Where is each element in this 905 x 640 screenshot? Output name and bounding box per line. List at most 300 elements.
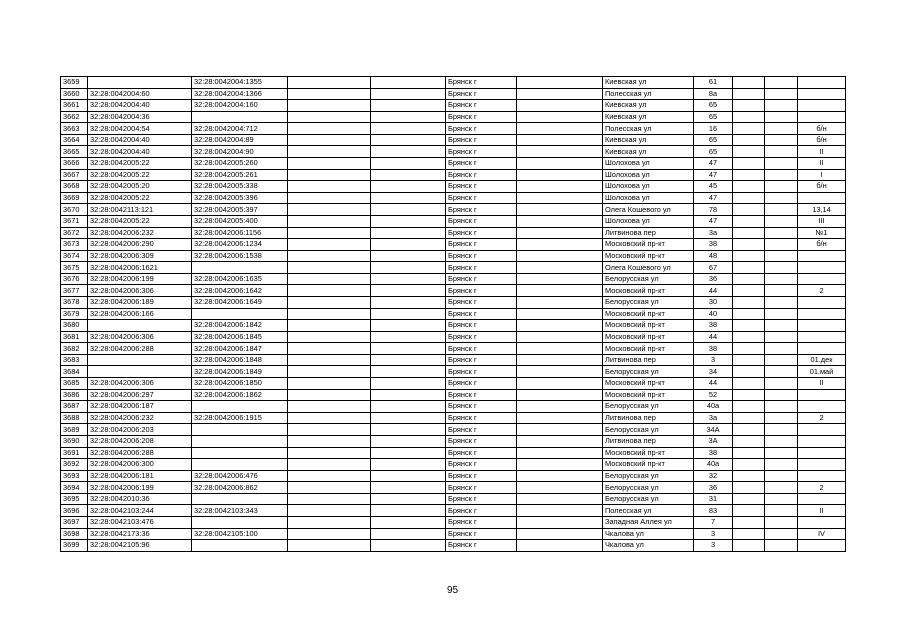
table-row (61, 389, 846, 401)
cell-building-part: 13,14 (798, 204, 846, 216)
cell-col-11 (765, 123, 798, 135)
cell-col-5 (371, 88, 446, 100)
cell-row-number: 3659 (61, 77, 88, 89)
cell-cadastral-number (88, 320, 192, 332)
cell-house-number: 45 (694, 181, 733, 193)
cell-col-5 (371, 493, 446, 505)
cell-house-number: 44 (694, 285, 733, 297)
cell-col-11 (765, 343, 798, 355)
cell-col-7 (517, 412, 603, 424)
cell-row-number: 3673 (61, 239, 88, 251)
cell-house-number: 31 (694, 493, 733, 505)
cell-cadastral-number: 32:28:0042006:232 (88, 412, 192, 424)
cell-street: Московский пр-кт (603, 250, 694, 262)
cell-col-10 (733, 169, 765, 181)
table-row (61, 505, 846, 517)
cell-street: Московский пр-кт (603, 320, 694, 332)
cell-building-cadastral-number (192, 308, 288, 320)
cell-building-part (798, 262, 846, 274)
cell-col-4 (288, 482, 371, 494)
cell-building-part: 2 (798, 412, 846, 424)
cell-city: Брянск г (446, 239, 517, 251)
cell-house-number: 40а (694, 401, 733, 413)
cell-building-cadastral-number: 32:28:0042004:712 (192, 123, 288, 135)
cell-city: Брянск г (446, 169, 517, 181)
cell-building-part (798, 308, 846, 320)
cell-col-7 (517, 239, 603, 251)
cell-building-part: б/н (798, 123, 846, 135)
cell-street: Белорусская ул (603, 273, 694, 285)
cell-street: Литвинова пер (603, 412, 694, 424)
cell-col-4 (288, 123, 371, 135)
cell-city: Брянск г (446, 111, 517, 123)
cell-house-number: 34А (694, 424, 733, 436)
cell-building-cadastral-number (192, 540, 288, 552)
table-row (61, 447, 846, 459)
cell-city: Брянск г (446, 447, 517, 459)
cell-cadastral-number: 32:28:0042006:306 (88, 331, 192, 343)
table-row (61, 366, 846, 378)
cell-col-11 (765, 528, 798, 540)
cell-col-4 (288, 493, 371, 505)
cell-street: Литвинова пер (603, 354, 694, 366)
cell-cadastral-number: 32:28:0042010:36 (88, 493, 192, 505)
cell-street: Литвинова пер (603, 435, 694, 447)
cell-col-7 (517, 227, 603, 239)
cell-cadastral-number: 32:28:0042006:189 (88, 296, 192, 308)
cell-col-4 (288, 540, 371, 552)
cell-street: Литвинова пер (603, 227, 694, 239)
cell-building-part (798, 493, 846, 505)
table-row (61, 181, 846, 193)
cell-house-number: 30 (694, 296, 733, 308)
cell-col-7 (517, 262, 603, 274)
cell-col-5 (371, 331, 446, 343)
cell-col-5 (371, 169, 446, 181)
cell-street: Московский пр-кт (603, 447, 694, 459)
cell-building-part: 2 (798, 482, 846, 494)
cell-col-7 (517, 285, 603, 297)
cell-row-number: 3670 (61, 204, 88, 216)
cell-street: Московский пр-кт (603, 389, 694, 401)
table-row (61, 146, 846, 158)
cell-col-5 (371, 412, 446, 424)
cell-house-number: 44 (694, 378, 733, 390)
cell-house-number: 3а (694, 227, 733, 239)
cell-col-4 (288, 389, 371, 401)
cell-house-number: 48 (694, 250, 733, 262)
cell-col-5 (371, 505, 446, 517)
cell-city: Брянск г (446, 493, 517, 505)
cell-row-number: 3693 (61, 470, 88, 482)
cell-city: Брянск г (446, 100, 517, 112)
cell-row-number: 3688 (61, 412, 88, 424)
cell-col-5 (371, 296, 446, 308)
cell-building-cadastral-number: 32:28:0042006:1649 (192, 296, 288, 308)
cell-building-cadastral-number: 32:28:0042006:1845 (192, 331, 288, 343)
cell-row-number: 3668 (61, 181, 88, 193)
cell-cadastral-number: 32:28:0042006:208 (88, 435, 192, 447)
cell-building-part (798, 111, 846, 123)
cell-building-part: 01.май (798, 366, 846, 378)
cell-cadastral-number: 32:28:0042006:297 (88, 389, 192, 401)
table-row (61, 435, 846, 447)
cell-col-4 (288, 412, 371, 424)
cell-row-number: 3665 (61, 146, 88, 158)
cell-building-cadastral-number: 32:28:0042006:1850 (192, 378, 288, 390)
cell-row-number: 3689 (61, 424, 88, 436)
cell-street: Шолохова ул (603, 169, 694, 181)
cell-cadastral-number: 32:28:0042004:40 (88, 100, 192, 112)
cell-col-5 (371, 262, 446, 274)
cell-col-4 (288, 169, 371, 181)
cell-col-10 (733, 262, 765, 274)
cell-city: Брянск г (446, 331, 517, 343)
cell-col-7 (517, 378, 603, 390)
table-row (61, 528, 846, 540)
cell-street: Белорусская ул (603, 296, 694, 308)
cell-col-11 (765, 250, 798, 262)
cell-col-10 (733, 331, 765, 343)
cell-col-5 (371, 123, 446, 135)
table-row (61, 123, 846, 135)
cell-building-cadastral-number: 32:28:0042005:338 (192, 181, 288, 193)
cell-city: Брянск г (446, 528, 517, 540)
cell-building-cadastral-number: 32:28:0042004:89 (192, 134, 288, 146)
cell-col-4 (288, 134, 371, 146)
cell-col-5 (371, 516, 446, 528)
cell-building-part (798, 401, 846, 413)
table-row (61, 296, 846, 308)
cell-row-number: 3666 (61, 158, 88, 170)
table-row (61, 111, 846, 123)
cell-building-part: б/н (798, 181, 846, 193)
page-number: 95 (446, 585, 459, 596)
cell-building-part (798, 331, 846, 343)
cell-city: Брянск г (446, 192, 517, 204)
cell-col-7 (517, 401, 603, 413)
cell-row-number: 3678 (61, 296, 88, 308)
table-row (61, 250, 846, 262)
table-row (61, 77, 846, 89)
cell-house-number: 3а (694, 412, 733, 424)
cell-col-5 (371, 181, 446, 193)
cell-col-4 (288, 378, 371, 390)
cell-col-11 (765, 100, 798, 112)
cell-building-cadastral-number: 32:28:0042005:397 (192, 204, 288, 216)
cell-col-10 (733, 146, 765, 158)
cell-col-7 (517, 482, 603, 494)
cell-col-10 (733, 308, 765, 320)
cell-row-number: 3660 (61, 88, 88, 100)
cell-col-11 (765, 505, 798, 517)
cell-col-5 (371, 540, 446, 552)
cell-col-4 (288, 158, 371, 170)
cell-col-7 (517, 354, 603, 366)
cell-cadastral-number: 32:28:0042006:199 (88, 482, 192, 494)
cell-col-5 (371, 239, 446, 251)
cell-col-10 (733, 447, 765, 459)
table-row (61, 239, 846, 251)
cell-building-cadastral-number: 32:28:0042006:1915 (192, 412, 288, 424)
cell-col-7 (517, 296, 603, 308)
cell-col-11 (765, 134, 798, 146)
cell-col-7 (517, 540, 603, 552)
cell-street: Чкалова ул (603, 540, 694, 552)
cell-row-number: 3675 (61, 262, 88, 274)
cell-city: Брянск г (446, 262, 517, 274)
cell-col-5 (371, 158, 446, 170)
cell-building-cadastral-number: 32:28:0042005:260 (192, 158, 288, 170)
cell-col-11 (765, 447, 798, 459)
cell-city: Брянск г (446, 250, 517, 262)
cell-house-number: 47 (694, 192, 733, 204)
cell-col-11 (765, 482, 798, 494)
table-row (61, 100, 846, 112)
cell-col-11 (765, 285, 798, 297)
cell-col-4 (288, 111, 371, 123)
cell-house-number: 40 (694, 308, 733, 320)
cell-street: Московский пр-кт (603, 331, 694, 343)
cell-house-number: 83 (694, 505, 733, 517)
cell-cadastral-number: 32:28:0042006:187 (88, 401, 192, 413)
cell-col-4 (288, 320, 371, 332)
cell-col-10 (733, 540, 765, 552)
cell-col-11 (765, 424, 798, 436)
cell-col-10 (733, 343, 765, 355)
table-row (61, 227, 846, 239)
cell-col-4 (288, 470, 371, 482)
cell-building-part: II (798, 505, 846, 517)
cell-cadastral-number: 32:28:0042005:22 (88, 215, 192, 227)
cell-house-number: 40а (694, 459, 733, 471)
cell-col-10 (733, 354, 765, 366)
cell-col-7 (517, 343, 603, 355)
cell-col-10 (733, 227, 765, 239)
table-row (61, 273, 846, 285)
cell-col-7 (517, 146, 603, 158)
cell-col-11 (765, 493, 798, 505)
cell-house-number: 38 (694, 239, 733, 251)
cell-row-number: 3698 (61, 528, 88, 540)
cell-city: Брянск г (446, 123, 517, 135)
cell-col-5 (371, 424, 446, 436)
cell-col-7 (517, 215, 603, 227)
cell-street: Московский пр-кт (603, 285, 694, 297)
cell-col-11 (765, 215, 798, 227)
cell-city: Брянск г (446, 215, 517, 227)
cell-col-4 (288, 100, 371, 112)
cell-building-cadastral-number: 32:28:0042006:1848 (192, 354, 288, 366)
cell-col-7 (517, 111, 603, 123)
cell-col-11 (765, 320, 798, 332)
cell-col-11 (765, 169, 798, 181)
cell-building-cadastral-number (192, 447, 288, 459)
cell-cadastral-number: 32:28:0042006:166 (88, 308, 192, 320)
cell-street: Олега Кошевого ул (603, 204, 694, 216)
cell-col-11 (765, 378, 798, 390)
table-row (61, 192, 846, 204)
cell-col-7 (517, 331, 603, 343)
cell-col-11 (765, 389, 798, 401)
cell-col-4 (288, 285, 371, 297)
cell-col-4 (288, 296, 371, 308)
cell-col-11 (765, 366, 798, 378)
cell-col-5 (371, 77, 446, 89)
cell-street: Белорусская ул (603, 401, 694, 413)
cell-row-number: 3692 (61, 459, 88, 471)
cell-building-part: III (798, 215, 846, 227)
cell-building-cadastral-number: 32:28:0042004:1366 (192, 88, 288, 100)
cell-house-number: 32 (694, 470, 733, 482)
cell-col-7 (517, 459, 603, 471)
cell-col-5 (371, 204, 446, 216)
table-row (61, 459, 846, 471)
cell-cadastral-number: 32:28:0042004:36 (88, 111, 192, 123)
cell-street: Шолохова ул (603, 192, 694, 204)
cell-cadastral-number: 32:28:0042006:309 (88, 250, 192, 262)
cell-col-11 (765, 227, 798, 239)
cell-col-10 (733, 424, 765, 436)
cell-house-number: 3 (694, 354, 733, 366)
cell-city: Брянск г (446, 77, 517, 89)
cell-house-number: 16 (694, 123, 733, 135)
cell-building-cadastral-number: 32:28:0042006:1849 (192, 366, 288, 378)
cell-col-10 (733, 505, 765, 517)
cell-building-cadastral-number (192, 424, 288, 436)
cell-col-10 (733, 320, 765, 332)
cell-col-7 (517, 250, 603, 262)
cell-row-number: 3694 (61, 482, 88, 494)
cell-cadastral-number: 32:28:0042004:60 (88, 88, 192, 100)
cell-city: Брянск г (446, 482, 517, 494)
cell-cadastral-number: 32:28:0042006:288 (88, 447, 192, 459)
cell-col-4 (288, 447, 371, 459)
cell-building-part (798, 296, 846, 308)
cell-city: Брянск г (446, 285, 517, 297)
table-row (61, 516, 846, 528)
cell-col-7 (517, 192, 603, 204)
cell-col-10 (733, 88, 765, 100)
table-row (61, 331, 846, 343)
cell-cadastral-number: 32:28:0042006:306 (88, 285, 192, 297)
cell-col-10 (733, 378, 765, 390)
table-row (61, 285, 846, 297)
cell-col-7 (517, 435, 603, 447)
cell-col-11 (765, 181, 798, 193)
cell-building-part (798, 540, 846, 552)
cell-cadastral-number: 32:28:0042006:290 (88, 239, 192, 251)
cell-building-part (798, 100, 846, 112)
cell-col-11 (765, 516, 798, 528)
cell-col-7 (517, 158, 603, 170)
cell-col-5 (371, 320, 446, 332)
cell-cadastral-number: 32:28:0042006:203 (88, 424, 192, 436)
cell-house-number: 67 (694, 262, 733, 274)
cell-city: Брянск г (446, 204, 517, 216)
cell-cadastral-number (88, 77, 192, 89)
cell-building-cadastral-number: 32:28:0042005:396 (192, 192, 288, 204)
cell-cadastral-number: 32:28:0042006:232 (88, 227, 192, 239)
cell-col-7 (517, 204, 603, 216)
table-row (61, 354, 846, 366)
cell-col-10 (733, 389, 765, 401)
cell-building-part (798, 435, 846, 447)
cell-col-5 (371, 215, 446, 227)
cell-row-number: 3661 (61, 100, 88, 112)
cell-col-4 (288, 273, 371, 285)
cell-col-11 (765, 412, 798, 424)
cell-row-number: 3697 (61, 516, 88, 528)
cell-house-number: 3 (694, 528, 733, 540)
table-row (61, 204, 846, 216)
cell-building-part (798, 459, 846, 471)
cell-col-5 (371, 366, 446, 378)
cell-row-number: 3671 (61, 215, 88, 227)
cell-col-10 (733, 273, 765, 285)
cell-col-4 (288, 239, 371, 251)
cell-row-number: 3669 (61, 192, 88, 204)
cell-col-4 (288, 308, 371, 320)
cell-house-number: 61 (694, 77, 733, 89)
cell-building-part: б/н (798, 134, 846, 146)
cell-cadastral-number: 32:28:0042006:306 (88, 378, 192, 390)
cell-house-number: 8а (694, 88, 733, 100)
table-row (61, 412, 846, 424)
table-row (61, 540, 846, 552)
cell-cadastral-number: 32:28:0042004:40 (88, 134, 192, 146)
cell-col-4 (288, 331, 371, 343)
cell-cadastral-number: 32:28:0042004:40 (88, 146, 192, 158)
cell-col-7 (517, 447, 603, 459)
cell-city: Брянск г (446, 227, 517, 239)
table-row (61, 401, 846, 413)
cell-col-5 (371, 459, 446, 471)
cell-street: Киевская ул (603, 134, 694, 146)
cell-col-10 (733, 181, 765, 193)
cell-building-cadastral-number (192, 516, 288, 528)
cell-cadastral-number: 32:28:0042006:300 (88, 459, 192, 471)
cell-row-number: 3683 (61, 354, 88, 366)
cell-col-7 (517, 308, 603, 320)
cell-cadastral-number: 32:28:0042004:54 (88, 123, 192, 135)
cell-street: Киевская ул (603, 77, 694, 89)
cell-building-part: II (798, 158, 846, 170)
cell-building-part (798, 447, 846, 459)
table-row (61, 470, 846, 482)
cell-building-cadastral-number: 32:28:0042006:1642 (192, 285, 288, 297)
cell-building-part: II (798, 378, 846, 390)
cell-building-cadastral-number: 32:28:0042006:476 (192, 470, 288, 482)
cell-col-7 (517, 169, 603, 181)
cell-col-4 (288, 146, 371, 158)
cell-house-number: 34 (694, 366, 733, 378)
table-row (61, 88, 846, 100)
cell-col-5 (371, 528, 446, 540)
cell-col-11 (765, 192, 798, 204)
cell-cadastral-number: 32:28:0042103:476 (88, 516, 192, 528)
cell-col-10 (733, 239, 765, 251)
cell-col-4 (288, 424, 371, 436)
cell-col-10 (733, 100, 765, 112)
table-row (61, 215, 846, 227)
table-row (61, 320, 846, 332)
cell-col-5 (371, 146, 446, 158)
cell-row-number: 3679 (61, 308, 88, 320)
cell-row-number: 3696 (61, 505, 88, 517)
cell-building-part (798, 250, 846, 262)
cell-city: Брянск г (446, 146, 517, 158)
